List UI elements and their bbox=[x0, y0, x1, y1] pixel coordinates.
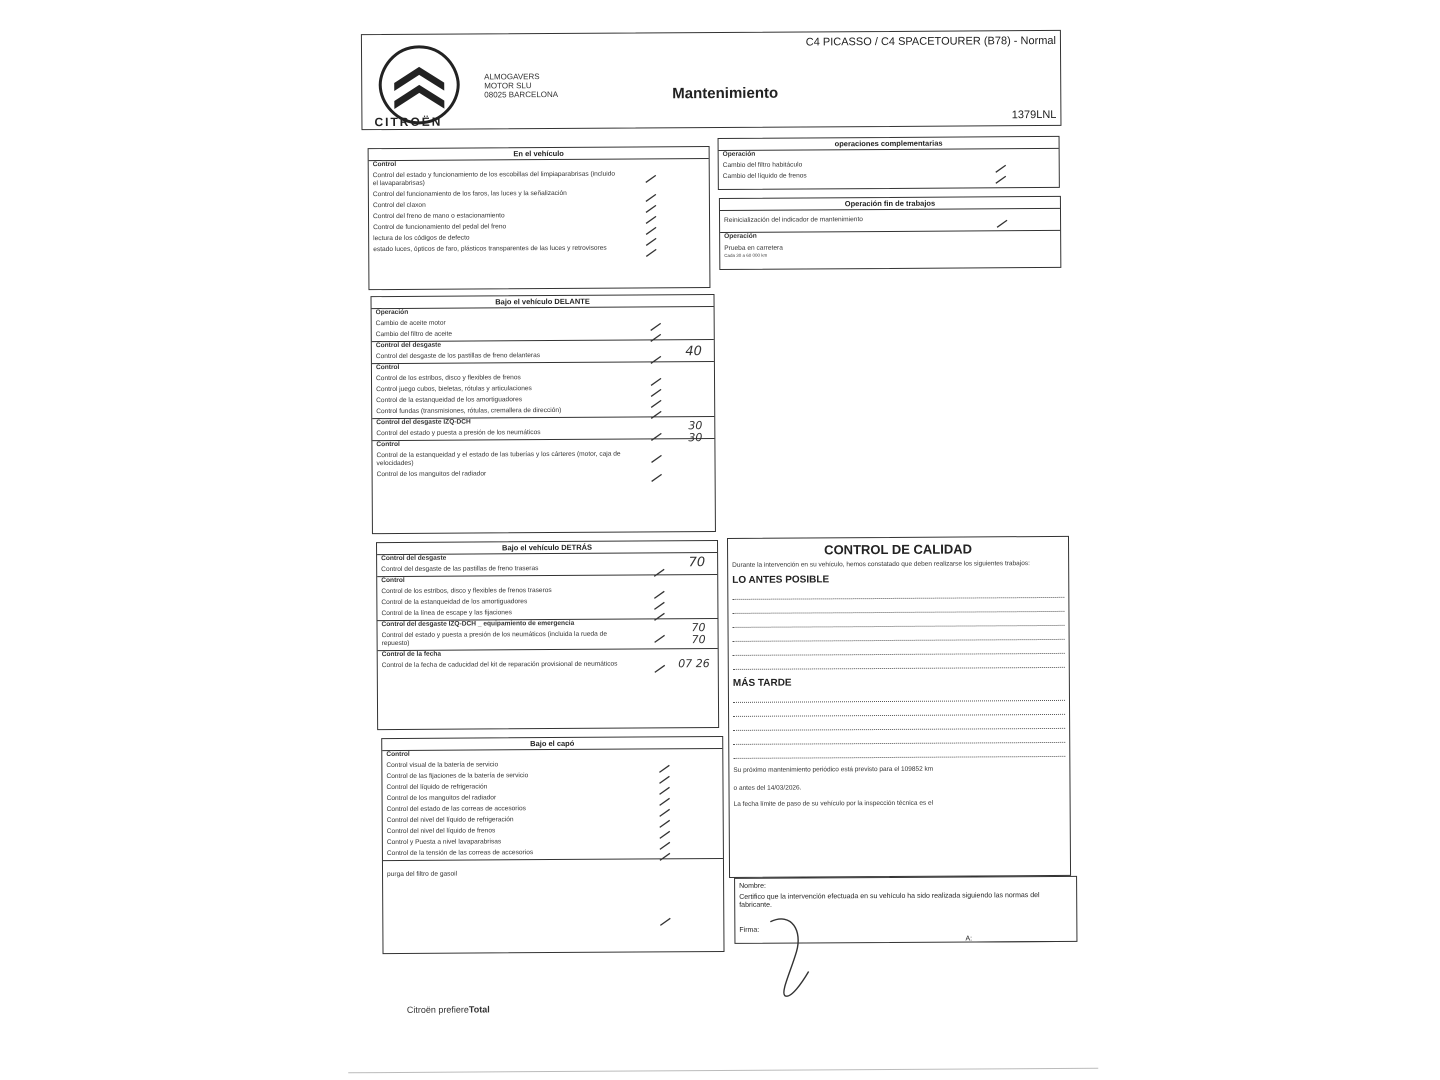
group-head: Control del desgaste bbox=[375, 341, 442, 350]
group-head: Control del desgaste IZQ-DCH bbox=[376, 418, 471, 427]
checkmark-icon bbox=[650, 329, 662, 338]
section-title: Bajo el capó bbox=[382, 737, 722, 751]
brand-wordmark: CITROËN bbox=[374, 114, 443, 130]
list-item-label: Control juego cubos, bieletas, rótulas y articulaciones bbox=[376, 385, 532, 394]
section-title: Bajo el vehículo DETRÁS bbox=[377, 541, 717, 555]
list-item-label: Control del estado y puesta a presión de los neumáticos (incluida la rueda de repuesto) bbox=[381, 630, 608, 648]
dealer-name: ALMOGAVERS bbox=[484, 72, 540, 82]
checkmark-icon bbox=[653, 608, 665, 617]
dealer-city: 08025 BARCELONA bbox=[484, 89, 559, 100]
checkmark-icon bbox=[653, 564, 665, 573]
group-neumaticos bbox=[372, 417, 714, 445]
section-delante bbox=[371, 294, 716, 534]
list-item-label: Control del freno de mano o estacionamiento bbox=[372, 212, 505, 221]
checkmark-icon bbox=[650, 450, 662, 459]
list-item bbox=[378, 657, 718, 670]
group-head: Operación bbox=[722, 150, 756, 158]
signature-label: Firma: bbox=[739, 926, 760, 934]
group-head: Operación bbox=[724, 232, 757, 240]
signature-icon bbox=[762, 911, 843, 1001]
checkmark-icon bbox=[650, 428, 662, 437]
next-maintenance: Su próximo mantenimiento periódico está previsto para el 109852 km bbox=[733, 765, 934, 774]
footer-tagline bbox=[407, 1004, 490, 1015]
itv-limit: La fecha límite de paso de su vehículo por la inspección técnica es el bbox=[733, 799, 934, 808]
dealer-address bbox=[484, 72, 558, 99]
section-title: Operación fin de trabajos bbox=[720, 197, 1060, 211]
list-item: Prueba en carretera bbox=[724, 244, 783, 252]
checkmark-icon bbox=[645, 244, 657, 253]
next-date: o antes del 14/03/2026. bbox=[733, 784, 802, 792]
list-item-label: Control de la estanqueidad de los amortiguadores bbox=[376, 396, 523, 405]
checkmark-icon bbox=[659, 848, 671, 857]
group-head: Control bbox=[375, 363, 400, 372]
list-item-label: Control del estado de las correas de accesorios bbox=[386, 805, 526, 814]
list-item: Reinicialización del indicador de mantenimiento bbox=[724, 216, 863, 224]
checkmark-icon bbox=[650, 351, 662, 360]
group-head: Control bbox=[386, 750, 410, 759]
handwritten-value: 30 bbox=[688, 419, 703, 433]
section-en-vehiculo bbox=[368, 146, 711, 290]
list-item-label: Control del claxon bbox=[372, 201, 426, 210]
group-head: Control de la fecha bbox=[381, 650, 442, 659]
group-control bbox=[377, 575, 717, 621]
list-item-label: Control del estado y funcionamiento de los escobillas del limpiaparabrisas (incluido el lavaparabrisas) bbox=[372, 170, 616, 188]
checkmark-icon bbox=[651, 469, 663, 478]
group-head: Control bbox=[376, 440, 400, 449]
footer-prefix: Citroën prefiere bbox=[406, 1004, 469, 1015]
page-edge-line bbox=[348, 1068, 1098, 1074]
list-item-label: Control del funcionamiento de los faros, las luces y la señalización bbox=[372, 189, 567, 199]
section-complementarias bbox=[718, 136, 1060, 190]
checkmark-icon bbox=[654, 660, 666, 669]
section-capo bbox=[381, 736, 724, 954]
handwritten-value: 70 bbox=[691, 621, 706, 635]
group-fecha bbox=[378, 649, 718, 672]
list-item bbox=[377, 561, 717, 574]
group-neumaticos bbox=[377, 619, 717, 651]
vehicle-plate: 1379LNL bbox=[1011, 108, 1057, 122]
soon-heading: LO ANTES POSIBLE bbox=[732, 574, 830, 586]
list-item: purga del filtro de gasoil bbox=[387, 870, 458, 879]
name-label: Nombre: bbox=[739, 882, 766, 890]
list-item bbox=[373, 466, 715, 479]
handwritten-value: 70 bbox=[688, 555, 706, 571]
place-line bbox=[975, 941, 1055, 942]
list-item-label: Control de los manguitos del radiador bbox=[386, 794, 497, 803]
checkmark-icon bbox=[996, 215, 1008, 224]
list-item bbox=[719, 168, 1059, 181]
group-control bbox=[382, 749, 723, 861]
list-item-label: Control del nivel del líquido de refrigeración bbox=[386, 816, 514, 825]
place-label: A: bbox=[965, 935, 973, 943]
group-head: Control del desgaste bbox=[381, 554, 447, 563]
checkmark-icon bbox=[654, 630, 666, 639]
list-item-label: Control de los estribos, disco y flexibles de frenos bbox=[375, 374, 521, 383]
list-item-label: Control y Puesta a nivel lavaparabrisas bbox=[386, 838, 502, 847]
vehicle-model: C4 PICASSO / C4 SPACETOURER (B78) - Normal bbox=[805, 34, 1056, 49]
list-item-label: Control del desgaste de los pastillas de freno delanteras bbox=[375, 352, 541, 361]
list-item bbox=[377, 605, 717, 618]
list-item-label: Control del estado y puesta a presión de los neumáticos bbox=[376, 429, 541, 438]
list-item-label: Cambio del filtro de aceite bbox=[375, 330, 452, 339]
list-item-label: Control del desgaste de las pastillas de freno traseras bbox=[381, 565, 539, 574]
list-item-label: Control visual de la batería de servicio bbox=[386, 761, 499, 770]
list-item-label: Control de la línea de escape y las fijaciones bbox=[381, 609, 512, 618]
group-head: Operación bbox=[375, 308, 409, 317]
list-item-label: Control de los manguitos del radiador bbox=[376, 470, 487, 479]
item-note: Cada 30 a 60 000 km bbox=[724, 252, 768, 258]
list-item bbox=[372, 425, 714, 438]
list-item bbox=[372, 403, 714, 416]
document-header bbox=[361, 30, 1062, 130]
list-item-label: Control de funcionamiento del pedal del freno bbox=[373, 223, 507, 232]
list-item-label: lectura de los códigos de defecto bbox=[373, 234, 470, 243]
group-head: Control bbox=[372, 160, 397, 169]
list-item-label: Cambio de aceite motor bbox=[375, 319, 446, 328]
quality-control-box bbox=[727, 536, 1071, 878]
list-item-label: Control de la estanqueidad de los amortiguadores bbox=[381, 598, 528, 607]
section-title: En el vehículo bbox=[369, 147, 709, 161]
group-desgaste bbox=[372, 340, 714, 364]
checkmark-icon bbox=[645, 170, 657, 179]
handwritten-value: 40 bbox=[685, 344, 702, 360]
handwritten-value: 70 bbox=[691, 633, 706, 647]
list-item bbox=[372, 326, 714, 339]
quality-title: CONTROL DE CALIDAD bbox=[824, 541, 973, 558]
list-item-label: Control de la tensión de las correas de accesorios bbox=[386, 849, 534, 858]
list-item bbox=[372, 447, 714, 468]
group-head: Control del desgaste IZQ-DCH _ equipamiento de emergencia bbox=[381, 619, 575, 629]
group-operacion bbox=[372, 307, 714, 342]
section-detras bbox=[376, 540, 719, 730]
section-fin-trabajos bbox=[719, 196, 1061, 270]
group-desgaste bbox=[377, 553, 717, 577]
list-item-label: Control de la estanqueidad y el estado de las tuberías y los cárteres (motor, caja de velocidades) bbox=[376, 450, 621, 468]
list-item bbox=[369, 167, 709, 188]
list-item-label: Control fundas (transmisiones, rótulas, cremallera de dirección) bbox=[376, 406, 562, 416]
list-item-label: Control del líquido de refrigeración bbox=[386, 783, 488, 792]
list-item bbox=[383, 845, 723, 858]
section-title: operaciones complementarias bbox=[719, 137, 1059, 151]
list-item bbox=[378, 627, 718, 648]
handwritten-value: 07 26 bbox=[678, 657, 710, 671]
list-item-label: Control de las fijaciones de la batería de servicio bbox=[386, 772, 529, 781]
list-item bbox=[372, 348, 714, 361]
list-item bbox=[369, 241, 709, 254]
list-item-label: Control de los estribos, disco y flexibles de frenos traseros bbox=[381, 587, 552, 596]
certification-text: Certifico que la intervención efectuada en su vehículo ha sido realizada siguiendo las normas del fabricante. bbox=[739, 892, 1040, 909]
list-item-label: Control de la fecha de caducidad del kit de reparación provisional de neumáticos bbox=[381, 660, 618, 670]
checkmark-icon bbox=[659, 913, 671, 922]
group-estanqueidad bbox=[372, 439, 714, 481]
list-item-label: estado luces, ópticos de faro, plásticos transparentes de las luces y retrovisores bbox=[373, 244, 607, 254]
group-control bbox=[372, 362, 714, 419]
page-title: Mantenimiento bbox=[672, 84, 779, 103]
checkmark-icon bbox=[995, 171, 1007, 180]
section-title: Bajo el vehículo DELANTE bbox=[372, 295, 714, 309]
footer-brand: Total bbox=[468, 1004, 490, 1015]
handwritten-value: 30 bbox=[688, 431, 703, 445]
quality-intro: Durante la intervención en su vehículo, hemos constatado que deben realizarse los siguientes trabajos: bbox=[732, 560, 1030, 569]
list-item-label: Cambio del filtro habitáculo bbox=[722, 161, 803, 169]
checkmark-icon bbox=[650, 406, 662, 415]
dealer-company: MOTOR SLU bbox=[484, 81, 532, 91]
list-item-label: Cambio del líquido de frenos bbox=[722, 172, 807, 180]
list-item-label: Control del nivel del líquido de frenos bbox=[386, 827, 496, 836]
group-head: Control bbox=[381, 576, 405, 585]
later-heading: MÁS TARDE bbox=[732, 677, 792, 689]
